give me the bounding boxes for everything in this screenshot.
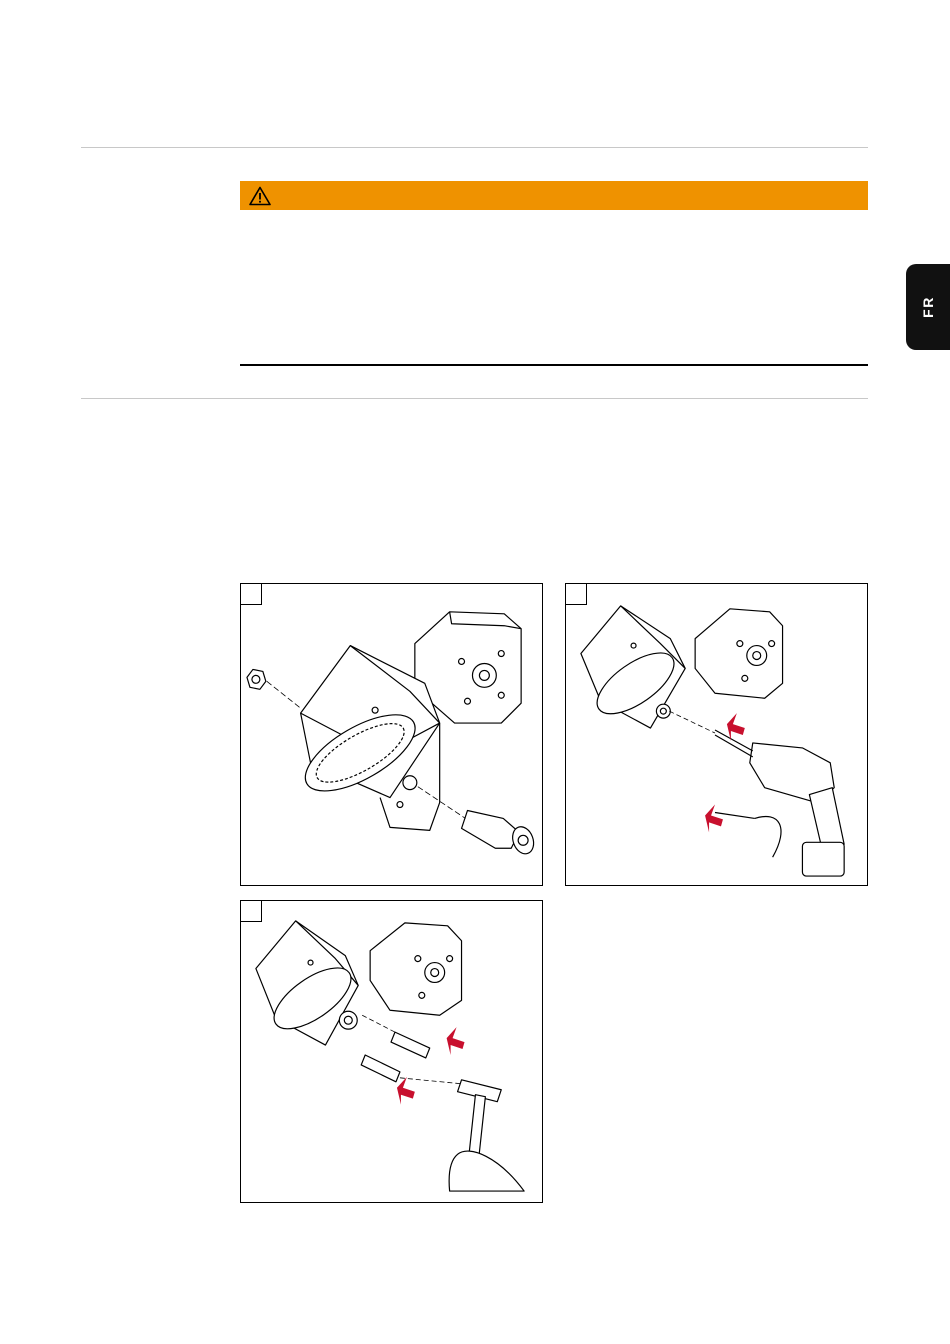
figure-step-2: [565, 583, 868, 886]
section-divider-middle: [81, 398, 868, 399]
figure-step-1: [240, 583, 543, 886]
figure-step-3: [240, 900, 543, 1203]
warning-banner: [240, 181, 868, 210]
language-tab[interactable]: [906, 264, 950, 350]
warning-end-rule: [240, 364, 868, 366]
section-divider-top: [81, 147, 868, 148]
language-tab-label: FR: [919, 296, 936, 318]
pin-insertion-illustration: [241, 901, 542, 1202]
warning-triangle-icon: [249, 186, 271, 206]
bracket-bolt-illustration: [241, 584, 542, 885]
drilling-illustration: [566, 584, 867, 885]
